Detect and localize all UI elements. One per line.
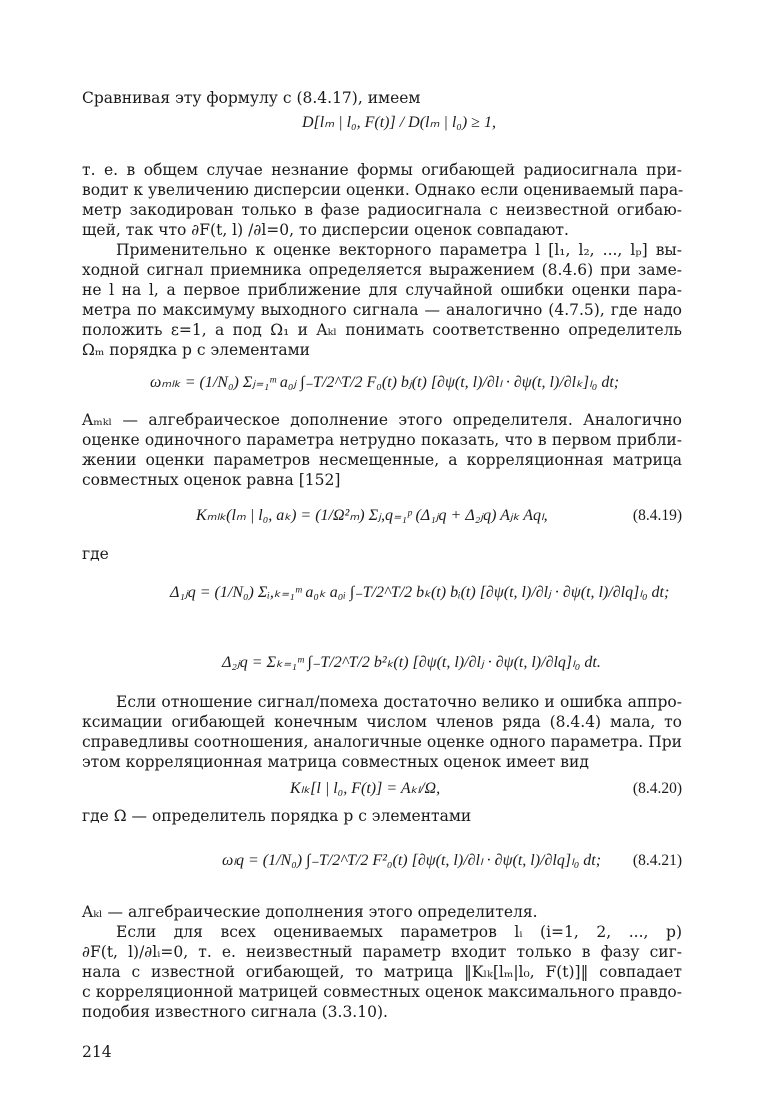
equation-omega-mlk: ωₘₗₖ = (1/N₀) Σⱼ₌₁ᵐ a₀ⱼ ∫₋T/2^T/2 F₀(t) bⱼ(t) [∂ψ(t, l)/∂lₗ · ∂ψ(t, l)/∂lₖ]ₗ₀ dt; — [150, 374, 620, 391]
text-line: жении оценки параметров несмещенные, а корреляционная матрица — [82, 451, 682, 469]
text-line: Ωₘ порядка p с элементами — [82, 341, 310, 359]
text-line: ∂F(t, l)/∂lᵢ=0, т. е. неизвестный параметр входит только в фазу сиг- — [82, 943, 682, 961]
text-line: оценке одиночного параметра нетрудно показать, что в первом прибли- — [82, 431, 682, 449]
equation-K-lk: Kₗₖ[l | l₀, F(t)] = Aₖₗ/Ω, — [290, 780, 441, 797]
equation-number: (8.4.20) — [632, 780, 682, 797]
text-line: метр закодирован только в фазе радиосигнала с неизвестной огибаю- — [82, 201, 682, 219]
text-line: не l на l, а первое приближение для случайной ошибки оценки пара- — [82, 281, 682, 299]
equation-delta2: Δ₂ⱼq = Σₖ₌₁ᵐ ∫₋T/2^T/2 b²ₖ(t) [∂ψ(t, l)/∂lⱼ · ∂ψ(t, l)/∂lq]ₗ₀ dt. — [222, 654, 601, 671]
text-line: с корреляционной матрицей совместных оценок максимального правдо- — [82, 983, 682, 1001]
equation-number: (8.4.19) — [632, 507, 682, 524]
text-line: Aₖₗ — алгебраические дополнения этого определителя. — [82, 903, 538, 921]
text-line: т. е. в общем случае незнание формы огибающей радиосигнала при- — [82, 161, 682, 179]
equation-K-mlk: Kₘₗₖ(lₘ | l₀, aₖ) = (1/Ω²ₘ) Σⱼ,q₌₁ᵖ (Δ₁ⱼq + Δ₂ⱼq) Aⱼₖ Aqₗ, — [196, 507, 548, 524]
text-line: ксимации огибающей конечным числом членов ряда (8.4.4) мала, то — [82, 713, 682, 731]
equation-omega-lq: ωₗq = (1/N₀) ∫₋T/2^T/2 F²₀(t) [∂ψ(t, l)/∂lₗ · ∂ψ(t, l)/∂lq]ₗ₀ dt; — [222, 852, 602, 869]
text-line: водит к увеличению дисперсии оценки. Однако если оцениваемый пара- — [82, 181, 684, 199]
text-line: где — [82, 545, 109, 563]
text-line: этом корреляционная матрица совместных оценок имеет вид — [82, 753, 589, 771]
text-line: Aₘₖₗ — алгебраическое дополнение этого определителя. Аналогично — [82, 411, 682, 429]
text-line: подобия известного сигнала (3.3.10). — [82, 1003, 388, 1021]
text-line: Если для всех оцениваемых параметров lᵢ (i=1, 2, ..., p) — [116, 923, 682, 941]
equation-number: (8.4.21) — [632, 852, 682, 869]
text-line: Применительно к оценке векторного параметра l [l₁, l₂, ..., lₚ] вы- — [116, 241, 682, 259]
page-number: 214 — [82, 1043, 112, 1061]
text-line: ходной сигнал приемника определяется выражением (8.4.6) при заме- — [82, 261, 682, 279]
text-line: щей, так что ∂F(t, l) /∂l=0, то дисперсии оценок совпадают. — [82, 221, 569, 239]
text-line: нала с известной огибающей, то матрица ‖Kₗₖ[lₘ|l₀, F(t)]‖ совпадает — [82, 963, 682, 981]
equation-delta1: Δ₁ⱼq = (1/N₀) Σᵢ,ₖ₌₁ᵐ a₀ₖ a₀ᵢ ∫₋T/2^T/2 bₖ(t) bᵢ(t) [∂ψ(t, l)/∂lⱼ · ∂ψ(t, l)/∂lq]ₗ₀ dt; — [170, 584, 670, 601]
text-line: Сравнивая эту формулу с (8.4.17), имеем — [82, 89, 421, 107]
text-line: метра по максимуму выходного сигнала — аналогично (4.7.5), где надо — [82, 301, 682, 319]
text-line: справедливы соотношения, аналогичные оценке одного параметра. При — [82, 733, 682, 751]
text-line: совместных оценок равна [152] — [82, 471, 341, 489]
text-line: где Ω — определитель порядка p с элементами — [82, 807, 472, 825]
text-line: Если отношение сигнал/помеха достаточно велико и ошибка аппро- — [116, 693, 682, 711]
equation-ratio: D[lₘ | l₀, F(t)] / D(lₘ | l₀) ≥ 1, — [302, 114, 496, 131]
text-line: положить ε=1, а под Ω₁ и Aₖₗ понимать соответственно определитель — [82, 321, 682, 339]
